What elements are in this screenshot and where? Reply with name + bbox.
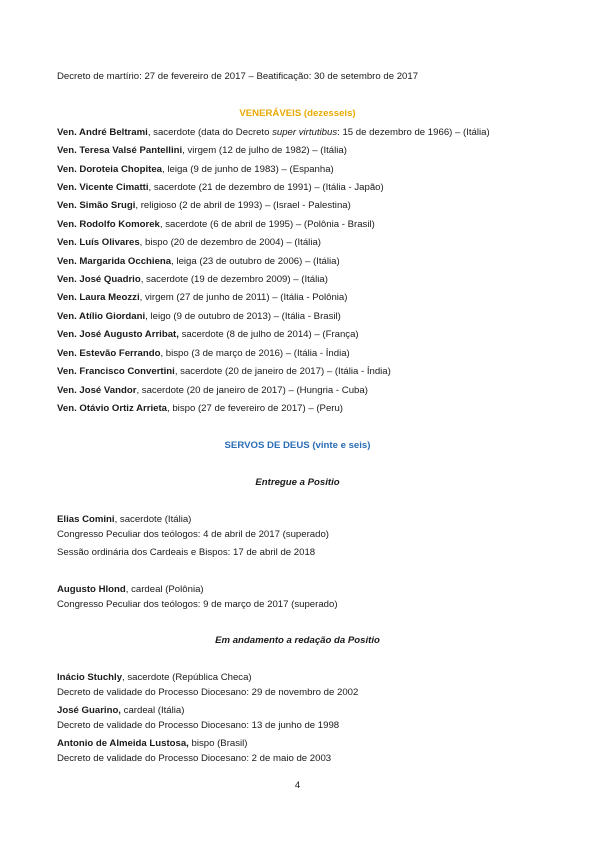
venerable-name: Ven. Teresa Valsé Pantellini [57, 145, 183, 156]
servant-entry: Elias Comini, sacerdote (Itália) [57, 514, 192, 525]
venerable-entry: Ven. Vicente Cimatti, sacerdote (21 de dezembro de 1991) – (Itália - Japão) [57, 182, 384, 193]
veneraveis-heading: VENERÁVEIS (dezesseis) [239, 108, 356, 119]
venerable-entry: Ven. Rodolfo Komorek, sacerdote (6 de abril de 1995) – (Polônia - Brasil) [57, 219, 375, 230]
intro-line: Decreto de martírio: 27 de fevereiro de 2017 – Beatificação: 30 de setembro de 2017 [57, 71, 419, 82]
venerable-name: Ven. Atílio Giordani [57, 311, 146, 322]
venerable-name: Ven. José Vandor [57, 385, 137, 396]
servant-detail: Decreto de validade do Processo Diocesano: 2 de maio de 2003 [57, 753, 332, 764]
venerable-entry: Ven. José Vandor, sacerdote (20 de janeiro de 2017) – (Hungria - Cuba) [57, 385, 368, 396]
servos-heading: SERVOS DE DEUS (vinte e seis) [224, 440, 371, 451]
venerable-entry: Ven. Otávio Ortiz Arrieta, bispo (27 de fevereiro de 2017) – (Peru) [57, 403, 344, 414]
servant-name: Elias Comini [57, 514, 115, 525]
venerable-name: Ven. Rodolfo Komorek [57, 219, 160, 230]
venerable-name: Ven. Laura Meozzi [57, 292, 140, 303]
servant-entry: Augusto Hlond, cardeal (Polônia) [57, 584, 204, 595]
servant-name: José Guarino, [57, 705, 121, 716]
venerable-name: Ven. Vicente Cimatti [57, 182, 149, 193]
venerable-entry: Ven. Atílio Giordani, leigo (9 de outubro de 2013) – (Itália - Brasil) [57, 311, 341, 322]
servant-name: Antonio de Almeida Lustosa, [57, 738, 189, 749]
venerable-entry: Ven. Teresa Valsé Pantellini, virgem (12 de julho de 1982) – (Itália) [57, 145, 347, 156]
venerable-entry: Ven. José Augusto Arribat, sacerdote (8 de julho de 2014) – (França) [57, 329, 359, 340]
subheading-positio-in-progress: Em andamento a redação da Positio [215, 635, 380, 646]
venerable-entry: Ven. Laura Meozzi, virgem (27 de junho de 2011) – (Itália - Polônia) [57, 292, 348, 303]
venerable-name: Ven. Luís Olivares [57, 237, 140, 248]
venerable-entry: Ven. Luís Olivares, bispo (20 de dezembro de 2004) – (Itália) [57, 237, 321, 248]
venerable-name: Ven. José Augusto Arribat, [57, 329, 179, 340]
venerable-name: Ven. Simão Srugi [57, 200, 136, 211]
servant-entry: José Guarino, cardeal (Itália) [57, 705, 185, 716]
servant-name: Inácio Stuchly [57, 672, 123, 683]
servant-detail: Sessão ordinária dos Cardeais e Bispos: 17 de abril de 2018 [57, 547, 316, 558]
venerable-name: Ven. José Quadrio [57, 274, 141, 285]
venerable-name: Ven. Margarida Occhiena [57, 256, 172, 267]
servant-entry: Inácio Stuchly, sacerdote (República Checa) [57, 672, 252, 683]
venerable-entry: Ven. Margarida Occhiena, leiga (23 de outubro de 2006) – (Itália) [57, 256, 340, 267]
servant-entry: Antonio de Almeida Lustosa, bispo (Brasil) [57, 738, 248, 749]
servant-detail: Congresso Peculiar dos teólogos: 4 de abril de 2017 (superado) [57, 529, 329, 540]
servant-name: Augusto Hlond [57, 584, 126, 595]
venerable-entry: Ven. André Beltrami, sacerdote (data do Decreto super virtutibus: 15 de dezembro de 1966) – (Itália) [57, 127, 490, 138]
venerable-entry: Ven. José Quadrio, sacerdote (19 de dezembro 2009) – (Itália) [57, 274, 328, 285]
venerable-name: Ven. André Beltrami [57, 127, 148, 138]
venerable-name: Ven. Estevão Ferrando [57, 348, 161, 359]
servant-detail: Decreto de validade do Processo Diocesano: 13 de junho de 1998 [57, 720, 340, 731]
venerable-entry: Ven. Estevão Ferrando, bispo (3 de março de 2016) – (Itália - Índia) [57, 348, 350, 359]
venerable-entry: Ven. Francisco Convertini, sacerdote (20 de janeiro de 2017) – (Itália - Índia) [57, 366, 391, 377]
page-number: 4 [294, 780, 301, 791]
venerable-name: Ven. Francisco Convertini [57, 366, 175, 377]
subheading-positio-delivered: Entregue a Positio [255, 477, 340, 488]
venerable-entry: Ven. Doroteia Chopitea, leiga (9 de junho de 1983) – (Espanha) [57, 164, 334, 175]
venerable-entry: Ven. Simão Srugi, religioso (2 de abril de 1993) – (Israel - Palestina) [57, 200, 351, 211]
venerable-name: Ven. Otávio Ortiz Arrieta [57, 403, 168, 414]
servant-detail: Decreto de validade do Processo Diocesano: 29 de novembro de 2002 [57, 687, 359, 698]
venerable-name: Ven. Doroteia Chopitea [57, 164, 163, 175]
servant-detail: Congresso Peculiar dos teólogos: 9 de março de 2017 (superado) [57, 599, 338, 610]
